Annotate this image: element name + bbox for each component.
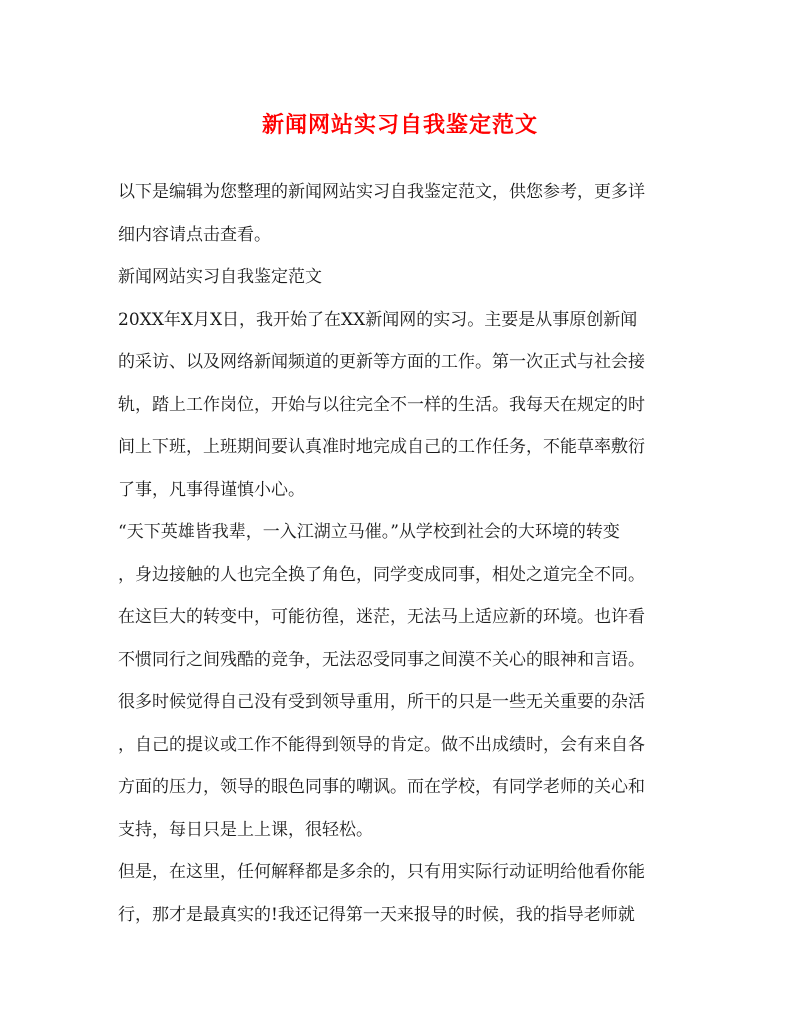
paragraph-line: 细内容请点击查看。 [118, 225, 271, 245]
paragraph-line: “天下英雄皆我辈，一入江湖立马催。”从学校到社会的大环境的转变 [118, 522, 620, 542]
paragraph-line: 不惯同行之间残酷的竞争，无法忍受同事之间漠不关心的眼神和言语。 [118, 650, 645, 670]
paragraph-line: 轨，踏上工作岗位，开始与以往完全不一样的生活。我每天在规定的时 [118, 395, 645, 415]
paragraph-line: 支持，每日只是上上课，很轻松。 [118, 820, 373, 840]
paragraph-line: 很多时候觉得自己没有受到领导重用，所干的只是一些无关重要的杂活 [118, 692, 645, 712]
paragraph-line: 但是，在这里，任何解释都是多余的，只有用实际行动证明给他看你能 [118, 862, 645, 882]
paragraph-line: 行，那才是最真实的!我还记得第一天来报导的时候，我的指导老师就 [118, 905, 635, 925]
paragraph-line: ，自己的提议或工作不能得到领导的肯定。做不出成绩时，会有来自各 [118, 735, 645, 755]
section-heading: 新闻网站实习自我鉴定范文 [118, 267, 322, 287]
paragraph-line: 间上下班，上班期间要认真准时地完成自己的工作任务，不能草率敷衍 [118, 437, 645, 457]
paragraph-line: 以下是编辑为您整理的新闻网站实习自我鉴定范文，供您参考，更多详 [118, 182, 645, 202]
document-title: 新闻网站实习自我鉴定范文 [261, 112, 538, 138]
paragraph-line: ，身边接触的人也完全换了角色，同学变成同事，相处之道完全不同。 [118, 565, 645, 585]
paragraph-line: 在这巨大的转变中，可能彷徨，迷茫，无法马上适应新的环境。也许看 [118, 607, 645, 627]
paragraph-line: 20XX年X月X日，我开始了在XX新闻网的实习。主要是从事原创新闻 [118, 310, 638, 330]
paragraph-line: 方面的压力，领导的眼色同事的嘲讽。而在学校，有同学老师的关心和 [118, 777, 645, 797]
paragraph-line: 的采访、以及网络新闻频道的更新等方面的工作。第一次正式与社会接 [118, 352, 645, 372]
paragraph-line: 了事，凡事得谨慎小心。 [118, 480, 305, 500]
